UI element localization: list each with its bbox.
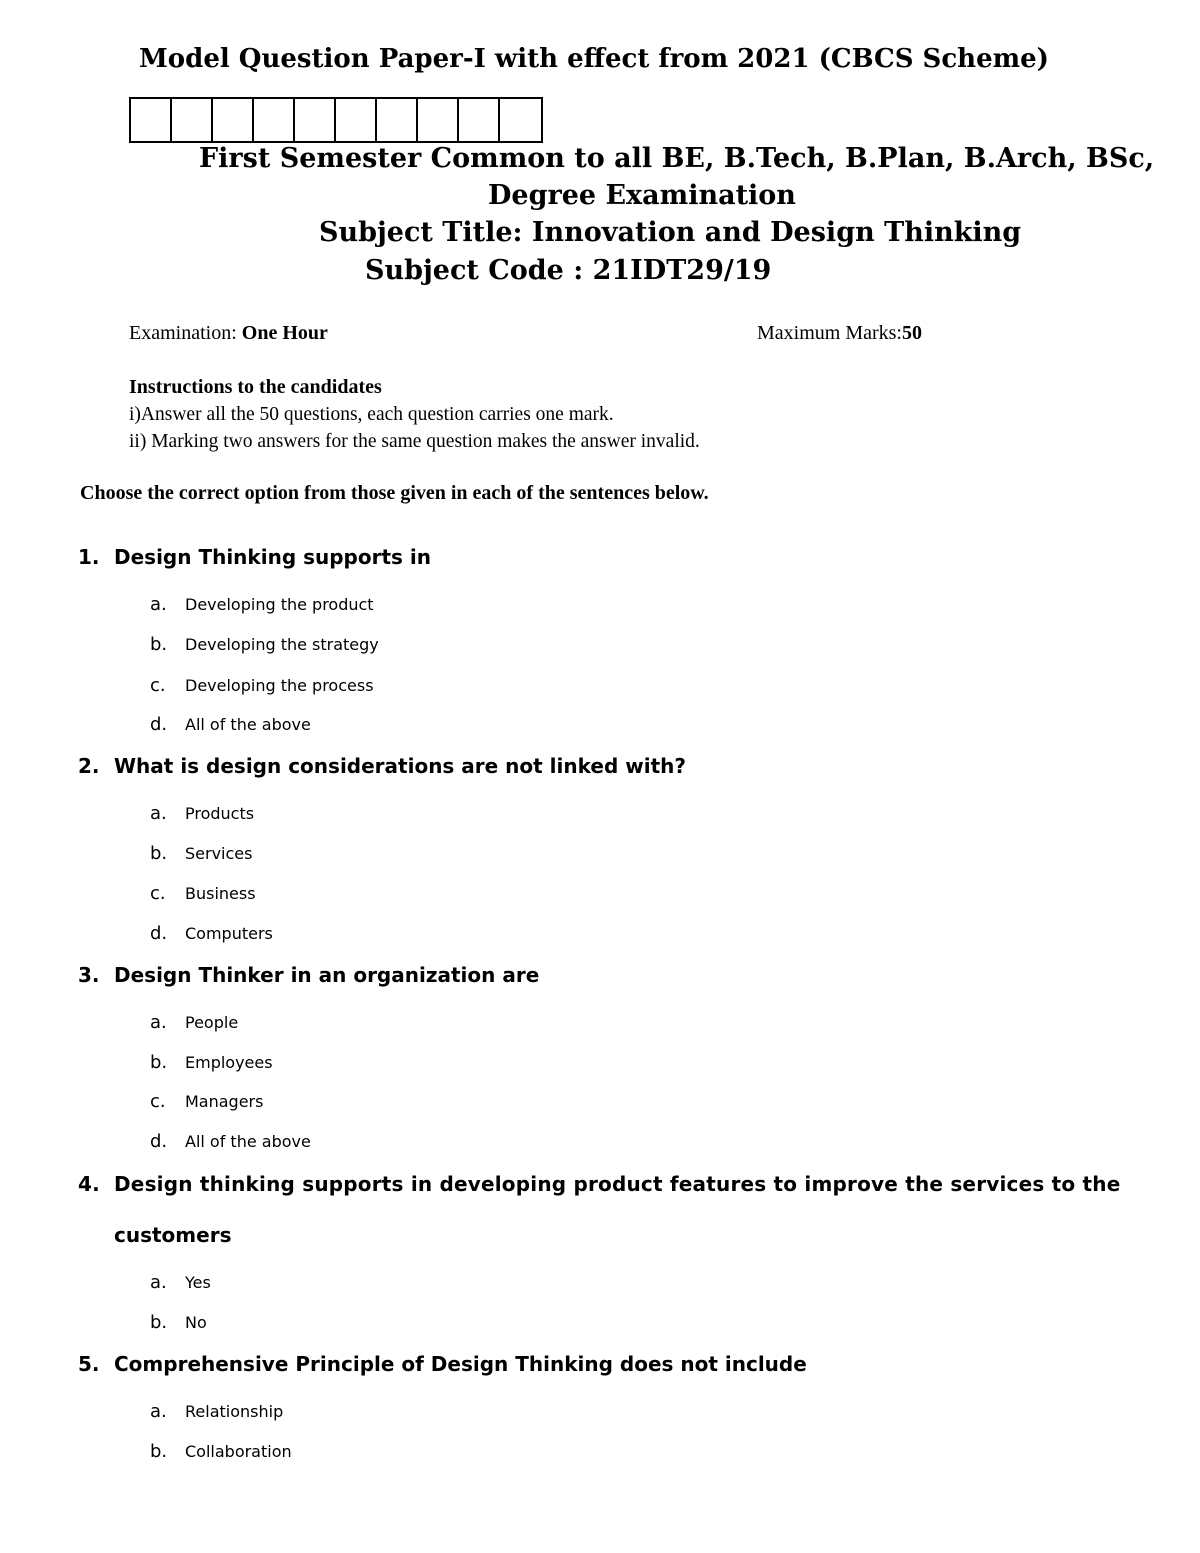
question xyxy=(78,545,431,569)
option-letter: a. xyxy=(150,594,167,615)
option[interactable] xyxy=(150,594,374,615)
instructions-title: Instructions to the candidates xyxy=(129,376,382,398)
option-text: No xyxy=(185,1313,207,1332)
degree-line: Degree Examination xyxy=(488,180,796,211)
instruction-item: ii) Marking two answers for the same question makes the answer invalid. xyxy=(129,431,700,452)
option-letter: a. xyxy=(150,1012,167,1033)
option-letter: c. xyxy=(150,675,166,696)
option[interactable] xyxy=(150,1272,211,1293)
option[interactable] xyxy=(150,883,256,904)
question xyxy=(78,1352,807,1376)
usn-box[interactable] xyxy=(172,99,213,141)
option-letter: d. xyxy=(150,714,168,735)
option[interactable] xyxy=(150,1131,311,1152)
option[interactable] xyxy=(150,714,311,735)
usn-box[interactable] xyxy=(500,99,541,141)
option-text: Employees xyxy=(185,1053,273,1072)
subject-code: Subject Code : 21IDT29/19 xyxy=(365,255,772,286)
option[interactable] xyxy=(150,675,374,696)
option-text: All of the above xyxy=(185,1132,311,1151)
usn-box[interactable] xyxy=(213,99,254,141)
exam-duration xyxy=(129,322,328,345)
usn-box[interactable] xyxy=(336,99,377,141)
question-number: 3. xyxy=(78,963,100,987)
option-text: Relationship xyxy=(185,1402,284,1421)
option-text: Developing the strategy xyxy=(185,635,379,654)
option[interactable] xyxy=(150,1401,283,1422)
semester-line: First Semester Common to all BE, B.Tech, B.Plan, B.Arch, BSc, xyxy=(199,143,1155,174)
option[interactable] xyxy=(150,634,379,655)
marks-value: 50 xyxy=(902,322,922,344)
question-continuation xyxy=(78,1223,231,1247)
option-text: Services xyxy=(185,844,253,863)
usn-box[interactable] xyxy=(254,99,295,141)
question-text: Design Thinking supports in xyxy=(114,545,431,569)
exam-value: One Hour xyxy=(241,322,328,344)
question-number: 5. xyxy=(78,1352,100,1376)
option-text: Developing the process xyxy=(185,676,374,695)
instruction-item: i)Answer all the 50 questions, each question carries one mark. xyxy=(129,404,614,425)
option[interactable] xyxy=(150,923,273,944)
subject-title: Subject Title: Innovation and Design Thinking xyxy=(319,217,1022,248)
marks-label: Maximum Marks: xyxy=(757,322,902,344)
option-text: Collaboration xyxy=(185,1442,292,1461)
max-marks xyxy=(757,322,922,345)
question-text: Comprehensive Principle of Design Thinking does not include xyxy=(114,1352,807,1376)
option-letter: b. xyxy=(150,1052,168,1073)
option[interactable] xyxy=(150,1052,273,1073)
option-letter: b. xyxy=(150,843,168,864)
exam-label: Examination: xyxy=(129,322,242,344)
question-text: Design thinking supports in developing product features to improve the services to the xyxy=(114,1172,1121,1196)
option[interactable] xyxy=(150,803,254,824)
usn-box[interactable] xyxy=(459,99,500,141)
option-text: All of the above xyxy=(185,715,311,734)
option-letter: c. xyxy=(150,883,166,904)
option[interactable] xyxy=(150,1312,207,1333)
question-number: 2. xyxy=(78,754,100,778)
option[interactable] xyxy=(150,1441,292,1462)
usn-box[interactable] xyxy=(418,99,459,141)
paper-title: Model Question Paper-I with effect from 2021 (CBCS Scheme) xyxy=(139,44,1049,74)
option-letter: d. xyxy=(150,923,168,944)
option-text: Business xyxy=(185,884,256,903)
option[interactable] xyxy=(150,1012,238,1033)
question-text-continued: customers xyxy=(114,1223,232,1247)
usn-box[interactable] xyxy=(131,99,172,141)
question-number: 1. xyxy=(78,545,100,569)
option-text: People xyxy=(185,1013,239,1032)
directive: Choose the correct option from those given in each of the sentences below. xyxy=(80,482,709,504)
question xyxy=(78,754,686,778)
option-text: Developing the product xyxy=(185,595,374,614)
question xyxy=(78,963,539,987)
question xyxy=(78,1172,1120,1196)
option-text: Yes xyxy=(185,1273,211,1292)
option[interactable] xyxy=(150,843,252,864)
option-letter: b. xyxy=(150,1441,168,1462)
option-text: Products xyxy=(185,804,255,823)
option-letter: a. xyxy=(150,1401,167,1422)
option-letter: b. xyxy=(150,1312,168,1333)
option-letter: a. xyxy=(150,1272,167,1293)
usn-grid xyxy=(129,97,543,143)
option-letter: a. xyxy=(150,803,167,824)
option[interactable] xyxy=(150,1091,263,1112)
usn-box[interactable] xyxy=(377,99,418,141)
option-letter: c. xyxy=(150,1091,166,1112)
option-text: Managers xyxy=(185,1092,264,1111)
question-text: What is design considerations are not linked with? xyxy=(114,754,686,778)
option-text: Computers xyxy=(185,924,273,943)
question-text: Design Thinker in an organization are xyxy=(114,963,540,987)
question-number: 4. xyxy=(78,1172,100,1196)
option-letter: b. xyxy=(150,634,168,655)
option-letter: d. xyxy=(150,1131,168,1152)
usn-box[interactable] xyxy=(295,99,336,141)
